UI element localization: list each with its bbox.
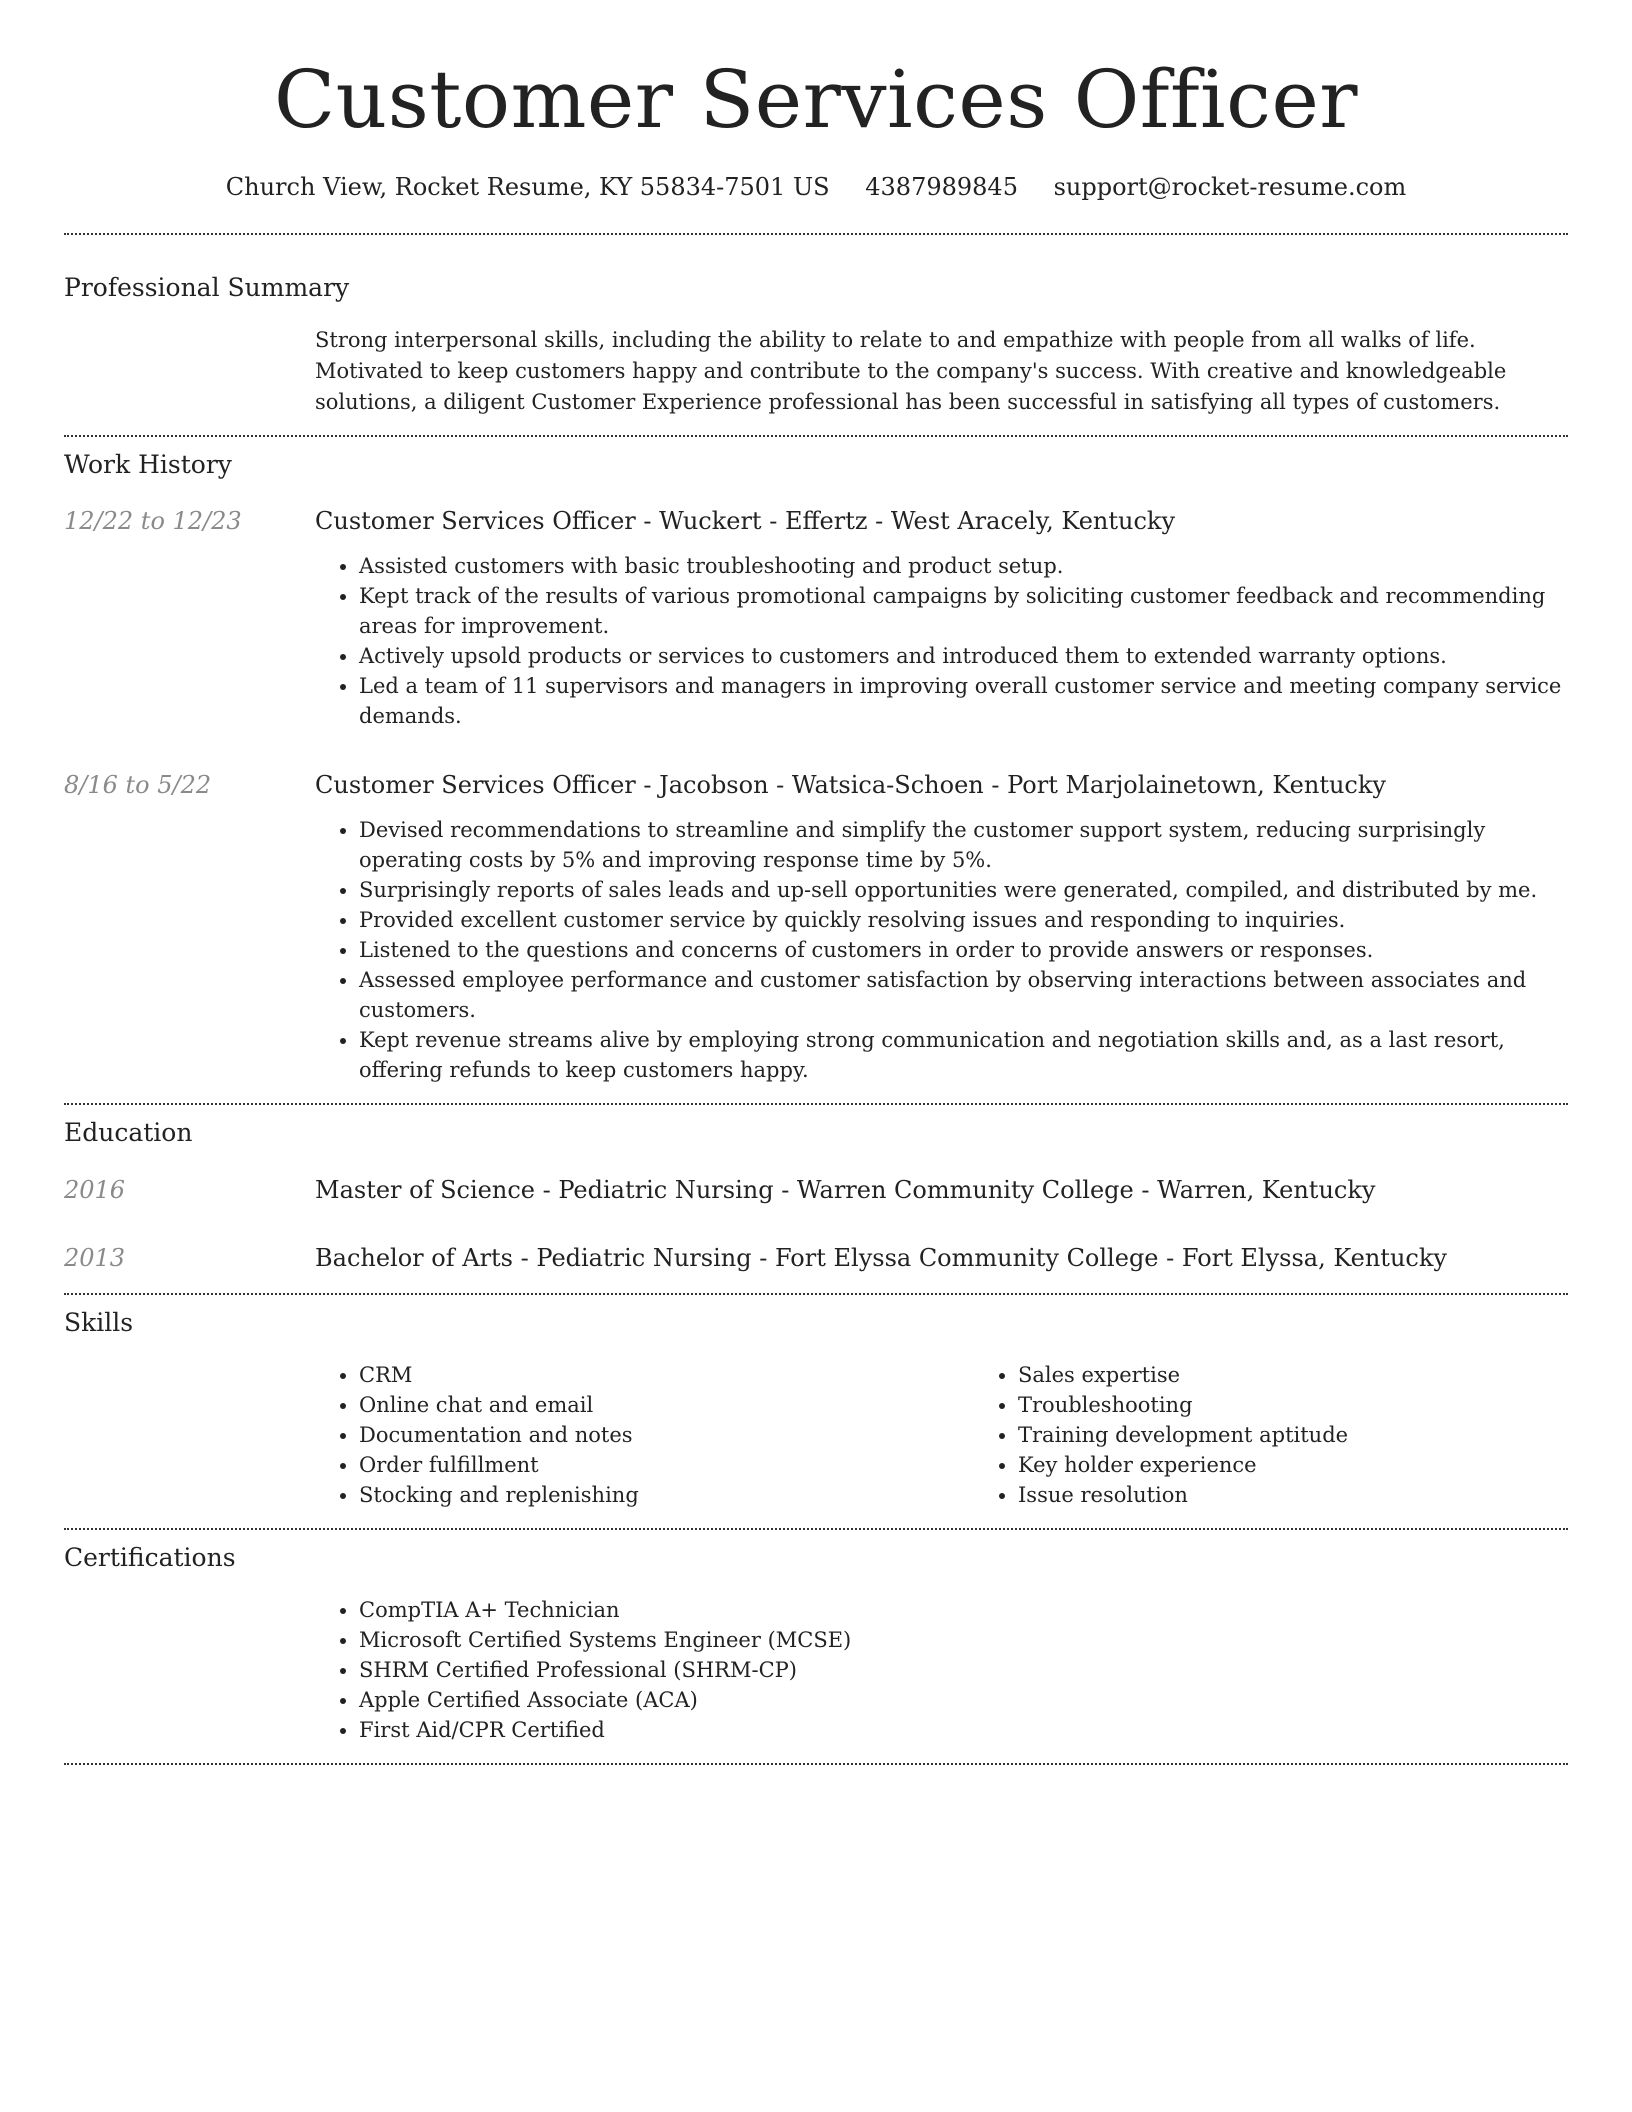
certifications-section xyxy=(64,1530,1568,1745)
job-bullet: • Assessed employee performance and customer satisfaction by observing interactions between associates and customers. xyxy=(359,965,1568,1025)
contact-email: support@rocket-resume.com xyxy=(1053,173,1407,201)
job-bullet: • Assisted customers with basic troubleshooting and product setup. xyxy=(359,551,1568,581)
job-bullet: • Listened to the questions and concerns of customers in order to provide answers or responses. xyxy=(359,935,1568,965)
job-entry xyxy=(64,768,1568,1085)
job-heading: Customer Services Officer - Wuckert - Effertz - West Aracely, Kentucky xyxy=(315,507,1176,535)
skills-list-right xyxy=(974,1360,1632,1510)
job-dates: 8/16 to 5/22 xyxy=(64,771,212,799)
certifications-title: Certifications xyxy=(64,1543,236,1572)
job-bullet: • Devised recommendations to streamline and simplify the customer support system, reducing surprisingly operating costs by 5% and improving response time by 5%. xyxy=(359,815,1568,875)
education-degree: Bachelor of Arts - Pediatric Nursing - Fort Elyssa Community College - Fort Elyssa, Kentucky xyxy=(315,1244,1447,1272)
job-bullets xyxy=(315,551,1568,731)
contact-address: Church View, Rocket Resume, KY 55834-7501 US xyxy=(225,173,830,201)
job-bullet: • Actively upsold products or services to customers and introduced them to extended warranty options. xyxy=(359,641,1568,671)
certifications-list xyxy=(315,1595,1568,1745)
job-bullets xyxy=(315,815,1568,1085)
summary-section xyxy=(64,235,1568,418)
job-bullet: • Provided excellent customer service by quickly resolving issues and responding to inquiries. xyxy=(359,905,1568,935)
job-dates: 12/22 to 12/23 xyxy=(64,507,242,535)
job-bullet: • Surprisingly reports of sales leads and up-sell opportunities were generated, compiled, and distributed by me. xyxy=(359,875,1568,905)
skill-item: • CRM xyxy=(359,1360,974,1390)
resume-header xyxy=(64,0,1568,204)
skill-item: • Training development aptitude xyxy=(1018,1420,1632,1450)
work-history-title: Work History xyxy=(64,450,232,479)
candidate-name: Customer Services Officer xyxy=(273,53,1359,146)
skills-title: Skills xyxy=(64,1308,134,1337)
certification-item: • SHRM Certified Professional (SHRM-CP) xyxy=(359,1655,1568,1685)
skill-item: • Issue resolution xyxy=(1018,1480,1632,1510)
job-heading: Customer Services Officer - Jacobson - Watsica-Schoen - Port Marjolainetown, Kentucky xyxy=(315,771,1386,799)
education-year: 2013 xyxy=(64,1244,126,1272)
contact-phone: 4387989845 xyxy=(865,173,1018,201)
skill-item: • Key holder experience xyxy=(1018,1450,1632,1480)
education-title: Education xyxy=(64,1118,193,1147)
skill-item: • Online chat and email xyxy=(359,1390,974,1420)
education-entry xyxy=(64,1241,1568,1275)
job-bullet: • Led a team of 11 supervisors and managers in improving overall customer service and meeting company service demands. xyxy=(359,671,1568,731)
skills-grid xyxy=(315,1360,1632,1510)
education-degree: Master of Science - Pediatric Nursing - Warren Community College - Warren, Kentucky xyxy=(315,1176,1376,1204)
certification-item: • First Aid/CPR Certified xyxy=(359,1715,1568,1745)
education-entry xyxy=(64,1173,1568,1207)
skill-item: • Stocking and replenishing xyxy=(359,1480,974,1510)
certification-item: • Apple Certified Associate (ACA) xyxy=(359,1685,1568,1715)
job-bullet: • Kept track of the results of various promotional campaigns by soliciting customer feedback and recommending areas for improvement. xyxy=(359,581,1568,641)
divider xyxy=(64,1763,1568,1765)
skill-item: • Documentation and notes xyxy=(359,1420,974,1450)
skill-item: • Troubleshooting xyxy=(1018,1390,1632,1420)
education-section xyxy=(64,1105,1568,1275)
skill-item: • Order fulfillment xyxy=(359,1450,974,1480)
job-bullet: • Kept revenue streams alive by employing strong communication and negotiation skills and, as a last resort, offering refunds to keep customers happy. xyxy=(359,1025,1568,1085)
work-history-section xyxy=(64,437,1568,1085)
skills-section xyxy=(64,1295,1568,1510)
certification-item: • Microsoft Certified Systems Engineer (MCSE) xyxy=(359,1625,1568,1655)
skills-list-left xyxy=(315,1360,974,1510)
job-entry xyxy=(64,504,1568,731)
resume-page xyxy=(64,0,1568,1765)
education-year: 2016 xyxy=(64,1176,126,1204)
certification-item: • CompTIA A+ Technician xyxy=(359,1595,1568,1625)
summary-title: Professional Summary xyxy=(64,273,350,302)
contact-line xyxy=(64,170,1568,204)
skill-item: • Sales expertise xyxy=(1018,1360,1632,1390)
summary-text: Strong interpersonal skills, including the ability to relate to and empathize with people from all walks of life. Motivated to keep customers happy and contribute to the company's success. With creative and knowledgeable solutions, a diligent Customer Experience professional has been successful in satisfying all types of customers. xyxy=(315,328,1507,414)
